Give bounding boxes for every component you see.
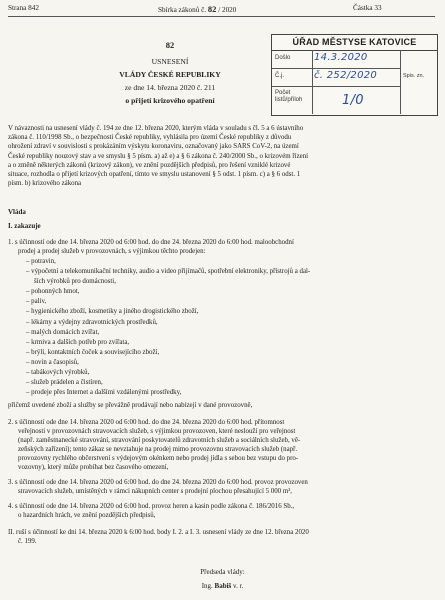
section-heading-I: I. zakazuje [8, 222, 41, 230]
list-item: – služeb prádelen a čistíren, [26, 379, 103, 387]
collection-ref: Sbírka zákonů č. 82 / 2020 [158, 4, 237, 14]
list-item: – prodeje přes Internet a dalšími vzdálenými prostředky, [26, 389, 182, 397]
exceptions-list [26, 257, 310, 398]
section-vlada: Vláda [8, 208, 26, 216]
handwritten-count: 1/0 [342, 93, 364, 108]
handwritten-date: 14.3.2020 [314, 52, 368, 63]
doc-date: ze dne 14. března 2020 č. 211 [124, 83, 216, 92]
doc-subject: o přijetí krizového opatření [125, 96, 215, 105]
item-1: 1. s účinností ode dne 14. března 2020 od 6:00 hod. do dne 24. března 2020 do 6:00 hod. maloobchodní prodej a prodej služeb v provozovnách, s výjimkou těchto prodejen: [8, 239, 294, 256]
list-item: ších výrobků pro domácnosti, [34, 278, 116, 286]
list-item: – paliv, [26, 298, 47, 306]
list-item: – tabákových výrobků, [26, 369, 90, 377]
item-1-tail: přičemž uvedené zboží a služby se převážně prodávají nebo nabízejí v dané provozovně, [8, 402, 253, 409]
section-II: II. ruší s účinností ke dni 14. března 2020 k 6:00 hod. body I. 2. a I. 3. usnesení vlády ze dne 12. března 2020 č. 199. [8, 529, 309, 546]
doc-title: USNESENÍ [151, 57, 189, 66]
header-divider [8, 16, 435, 17]
list-item: – potravin, [26, 258, 56, 265]
list-item: – hygienického zboží, kosmetiky a jiného drogistického zboží, [26, 308, 199, 316]
stamp-title: ÚŘAD MĚSTYSE KATOVICE [272, 35, 437, 51]
stamp-row-pages: Počet listů/příloh 1/0 [275, 90, 364, 108]
stamp-row-ref: Č.j. č. 252/2020 [272, 68, 400, 87]
item-3: 3. s účinností ode dne 14. března 2020 od 6:00 hod. do dne 24. března 2020 do 6:00 hod. provoz provozoven stravovacích služeb, umístěných v rámci nákupních center s prodejní plochou přesahující 5 000 m², [8, 479, 308, 496]
doc-authority: VLÁDY ČESKÉ REPUBLIKY [119, 70, 221, 79]
list-item: – výpočetní a telekomunikační techniky, audio a video přijímačů, spotřební elektroniky, přístrojů a dal- [26, 268, 311, 276]
stamp-file-label: Spis. zn. [403, 73, 425, 79]
signature-name: Ing. Babiš v. r. [201, 582, 244, 590]
item-4: 4. s účinností ode dne 14. března 2020 od 6:00 hod. provoz heren a kasin podle zákona č. 186/2016 Sb., o hazardních hrách, ve znění pozdějších předpisů, [8, 503, 295, 520]
list-item: – brýlí, kontaktních čoček a souvisejícího zboží, [26, 348, 160, 356]
part-number: Částka 33 [353, 4, 382, 12]
list-item: – lékárny a výdejny zdravotnických prostředků, [26, 318, 158, 326]
stamp-row-received: Došlo 14.3.2020 [272, 50, 400, 69]
page-number: Strana 842 [8, 4, 39, 12]
decree-number: 82 [165, 40, 175, 50]
list-item: – malých domácích zvířat, [26, 328, 100, 336]
list-item: – pohonných hmot, [26, 288, 80, 296]
item-2: 2. s účinností ode dne 14. března 2020 od 6:00 hod. do dne 24. března 2020 do 6:00 hod. přítomnost veřejnosti v provozovnách stravovacích služeb, s výjimkou provozoven, které neslouží pro veřejnost (např. zaměstnanecké stravování, stravování poskytovatelů zdravotních služeb a sociálních služeb, vě- zeňských zařízení); tento zákaz se nevztahuje na prodej mimo provozovnu stravovacích služeb (např. provozovny rychlého občerstvení s výdejovým okénkem nebo prodej jídla s sebou bez vstupu do pro- vozovny), který může probíhat bez časového omezení, [8, 419, 301, 472]
handwritten-ref: č. 252/2020 [314, 70, 378, 81]
intro-paragraph: V návaznosti na usnesení vlády č. 194 ze dne 12. března 2020, kterým vláda v souladu s čl. 5 a 6 ústavního zákona č. 110/1998 Sb., o bezpečnosti České republiky, vyhlásila pro území České republiky z důvodu ohrožení zdraví v souvislosti s prokázáním výskytu koronaviru, označovaný jako SARS CoV-2, na území České republiky nouzový stav a ve smyslu § 5 písm. a) až e) a § 6 zákona č. 240/2000 Sb., o krizovém řízení a o změně některých zákonů (krizový zákon), ve znění pozdějších předpisů, pro řešení vzniklé krizové situace, rozhodla o přijetí krizových opatření, tímto ve smyslu ustanovení § 5 odst. 1 písm. c) a § 6 odst. 1 písm. b) krizového zákona [8, 125, 309, 188]
list-item: – krmiva a dalších potřeb pro zvířata, [26, 338, 130, 346]
list-item: – novin a časopisů, [26, 358, 79, 366]
signature-role: Předseda vlády: [200, 568, 245, 576]
